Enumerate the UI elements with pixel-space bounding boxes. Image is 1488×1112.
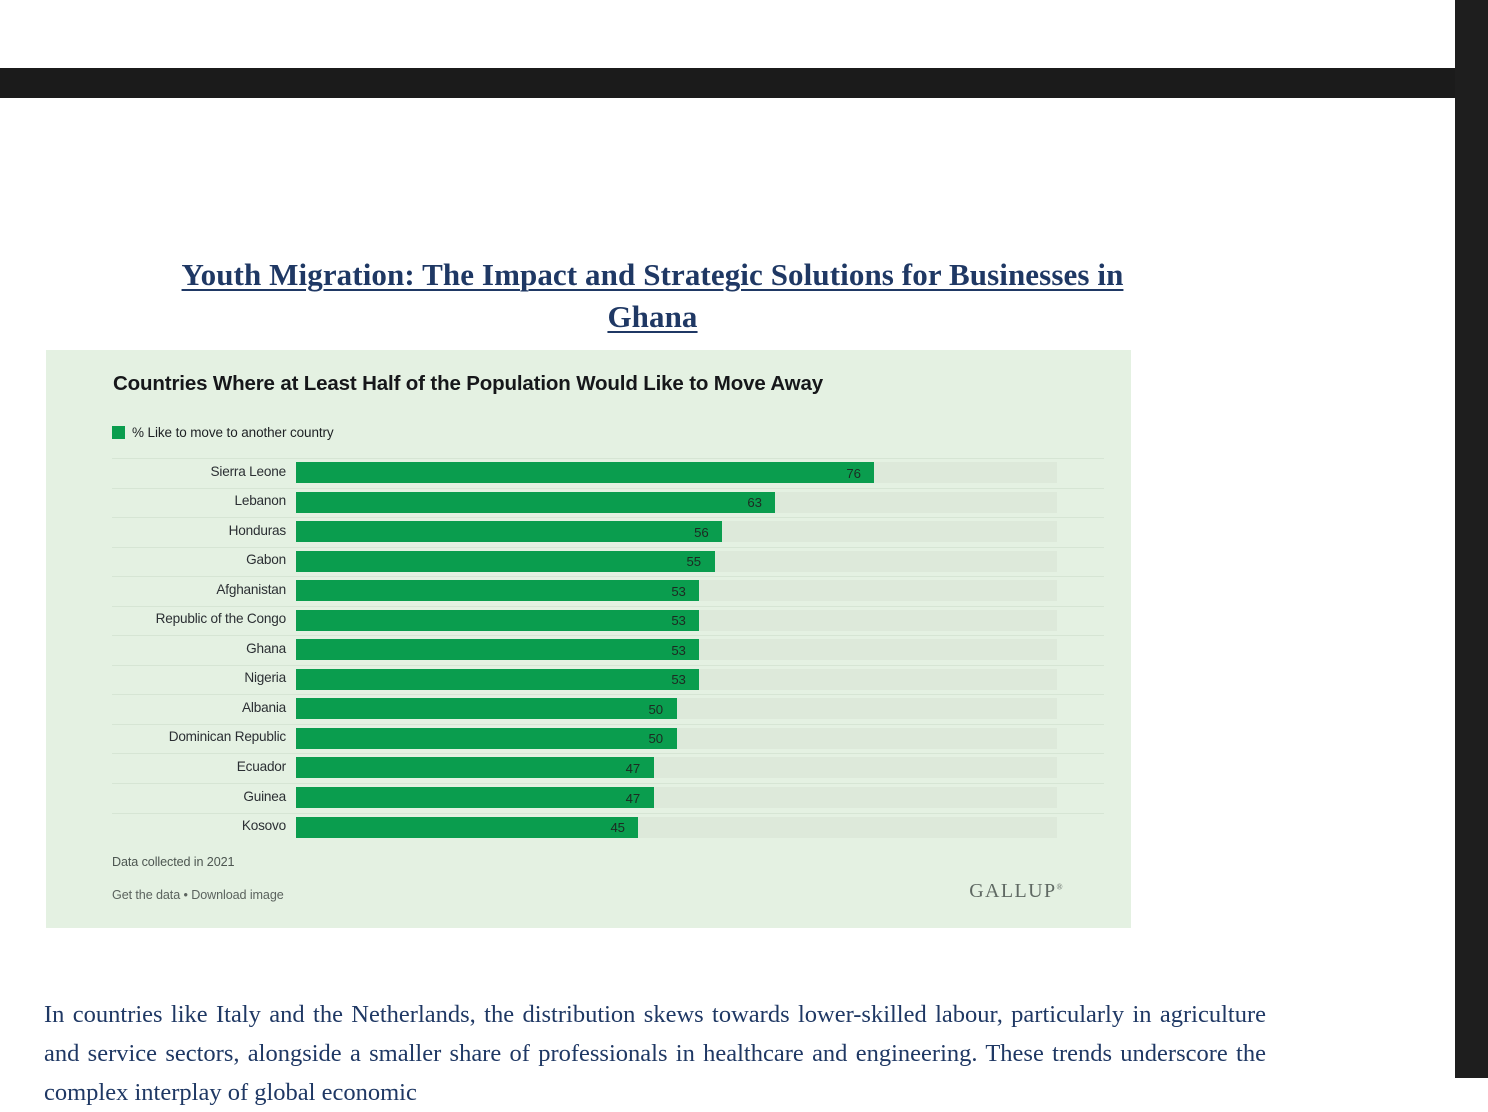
bar-value-label: 55 [686,554,702,570]
chart-legend [112,425,334,440]
row-divider [112,813,1104,814]
window-toolbar-band [0,68,1455,98]
chart-bar-row [46,694,1131,724]
bar-value-label: 50 [648,701,663,717]
bar-value-label: 53 [671,613,686,629]
chart-bar-row [46,517,1131,547]
bar-value-label: 53 [671,672,686,688]
bar-fill [296,580,699,601]
chart-bar-row [46,576,1131,606]
bar-category-label: Sierra Leone [210,463,286,479]
bar-category-label: Republic of the Congo [155,611,286,627]
row-divider [112,576,1104,577]
bar-fill [296,728,677,749]
bar-fill [296,551,715,572]
row-divider [112,783,1104,784]
bar-category-label: Nigeria [244,670,286,686]
window-right-rail [1455,0,1488,1078]
row-divider [112,488,1104,489]
bar-value-label: 53 [671,642,686,658]
chart-bar-row [46,488,1131,518]
chart-bar-row [46,635,1131,665]
row-divider [112,753,1104,754]
bar-track [296,817,1057,838]
bar-category-label: Kosovo [241,818,286,834]
bar-track [296,728,1057,749]
bar-fill [296,698,677,719]
chart-bar-row [46,665,1131,695]
bar-fill [296,639,699,660]
page-title-line-1: Youth Migration: The Impact and Strategic Solutions for Businesses in [181,256,1124,292]
bar-track [296,610,1057,631]
row-divider [112,724,1104,725]
chart-plot-area [46,458,1131,852]
bar-track [296,551,1057,572]
chart-bar-row [46,753,1131,783]
chart-title: Countries Where at Least Half of the Population Would Like to Move Away [113,372,823,395]
chart-bar-row [46,606,1131,636]
chart-footer-links[interactable]: Get the data • Download image [112,888,284,902]
bar-track [296,669,1057,690]
bar-category-label: Ghana [246,640,286,656]
bar-track [296,639,1057,660]
chart-footnote: Data collected in 2021 [112,855,235,869]
bar-fill [296,521,722,542]
gallup-chart-figure [46,350,1131,928]
bar-value-label: 56 [694,524,709,540]
chart-bar-row [46,813,1131,843]
legend-item-label: % Like to move to another country [132,425,334,440]
bar-category-label: Ecuador [236,758,286,774]
bar-category-label: Gabon [246,552,286,568]
bar-value-label: 45 [610,820,625,836]
bar-track [296,698,1057,719]
bar-category-label: Albania [242,699,286,715]
bar-track [296,580,1057,601]
bar-category-label: Dominican Republic [168,729,286,745]
chart-bar-row [46,724,1131,754]
row-divider [112,635,1104,636]
chart-bar-row [46,458,1131,488]
bar-value-label: 47 [625,790,641,806]
bar-value-label: 47 [625,760,641,776]
bar-track [296,521,1057,542]
gallup-logo-trademark: ® [1056,882,1064,892]
bar-fill [296,492,775,513]
row-divider [112,547,1104,548]
window-top-strip [0,0,1455,68]
legend-color-swatch [112,426,125,439]
bar-fill [296,817,638,838]
bar-value-label: 63 [747,495,762,511]
document-page [0,98,1455,1106]
bar-track [296,757,1057,778]
bar-category-label: Guinea [243,788,286,804]
bar-fill [296,462,874,483]
bar-fill [296,757,654,778]
page-title [85,254,1220,338]
row-divider [112,517,1104,518]
row-divider [112,665,1104,666]
gallup-logo [969,880,1064,903]
bar-category-label: Honduras [228,522,286,538]
bar-track [296,492,1057,513]
bar-category-label: Lebanon [234,493,286,509]
body-paragraph: In countries like Italy and the Netherlands, the distribution skews towards lower-skilled labour, particularly in agriculture and service sectors, alongside a smaller share of professionals in healthcare and engineering. These trends underscore the complex interplay of global economic [44,1000,1266,1106]
chart-bar-row [46,547,1131,577]
bar-value-label: 76 [846,465,861,481]
bar-fill [296,610,699,631]
row-divider [112,694,1104,695]
bar-fill [296,669,699,690]
bar-value-label: 53 [671,583,686,599]
chart-bar-row [46,783,1131,813]
bar-track [296,462,1057,483]
row-divider [112,606,1104,607]
page-title-line-2: Ghana [607,298,698,334]
bar-value-label: 50 [648,731,663,747]
gallup-logo-text: GALLUP [969,880,1057,902]
bar-track [296,787,1057,808]
bar-fill [296,787,654,808]
bar-category-label: Afghanistan [216,581,286,597]
row-divider [112,458,1104,459]
